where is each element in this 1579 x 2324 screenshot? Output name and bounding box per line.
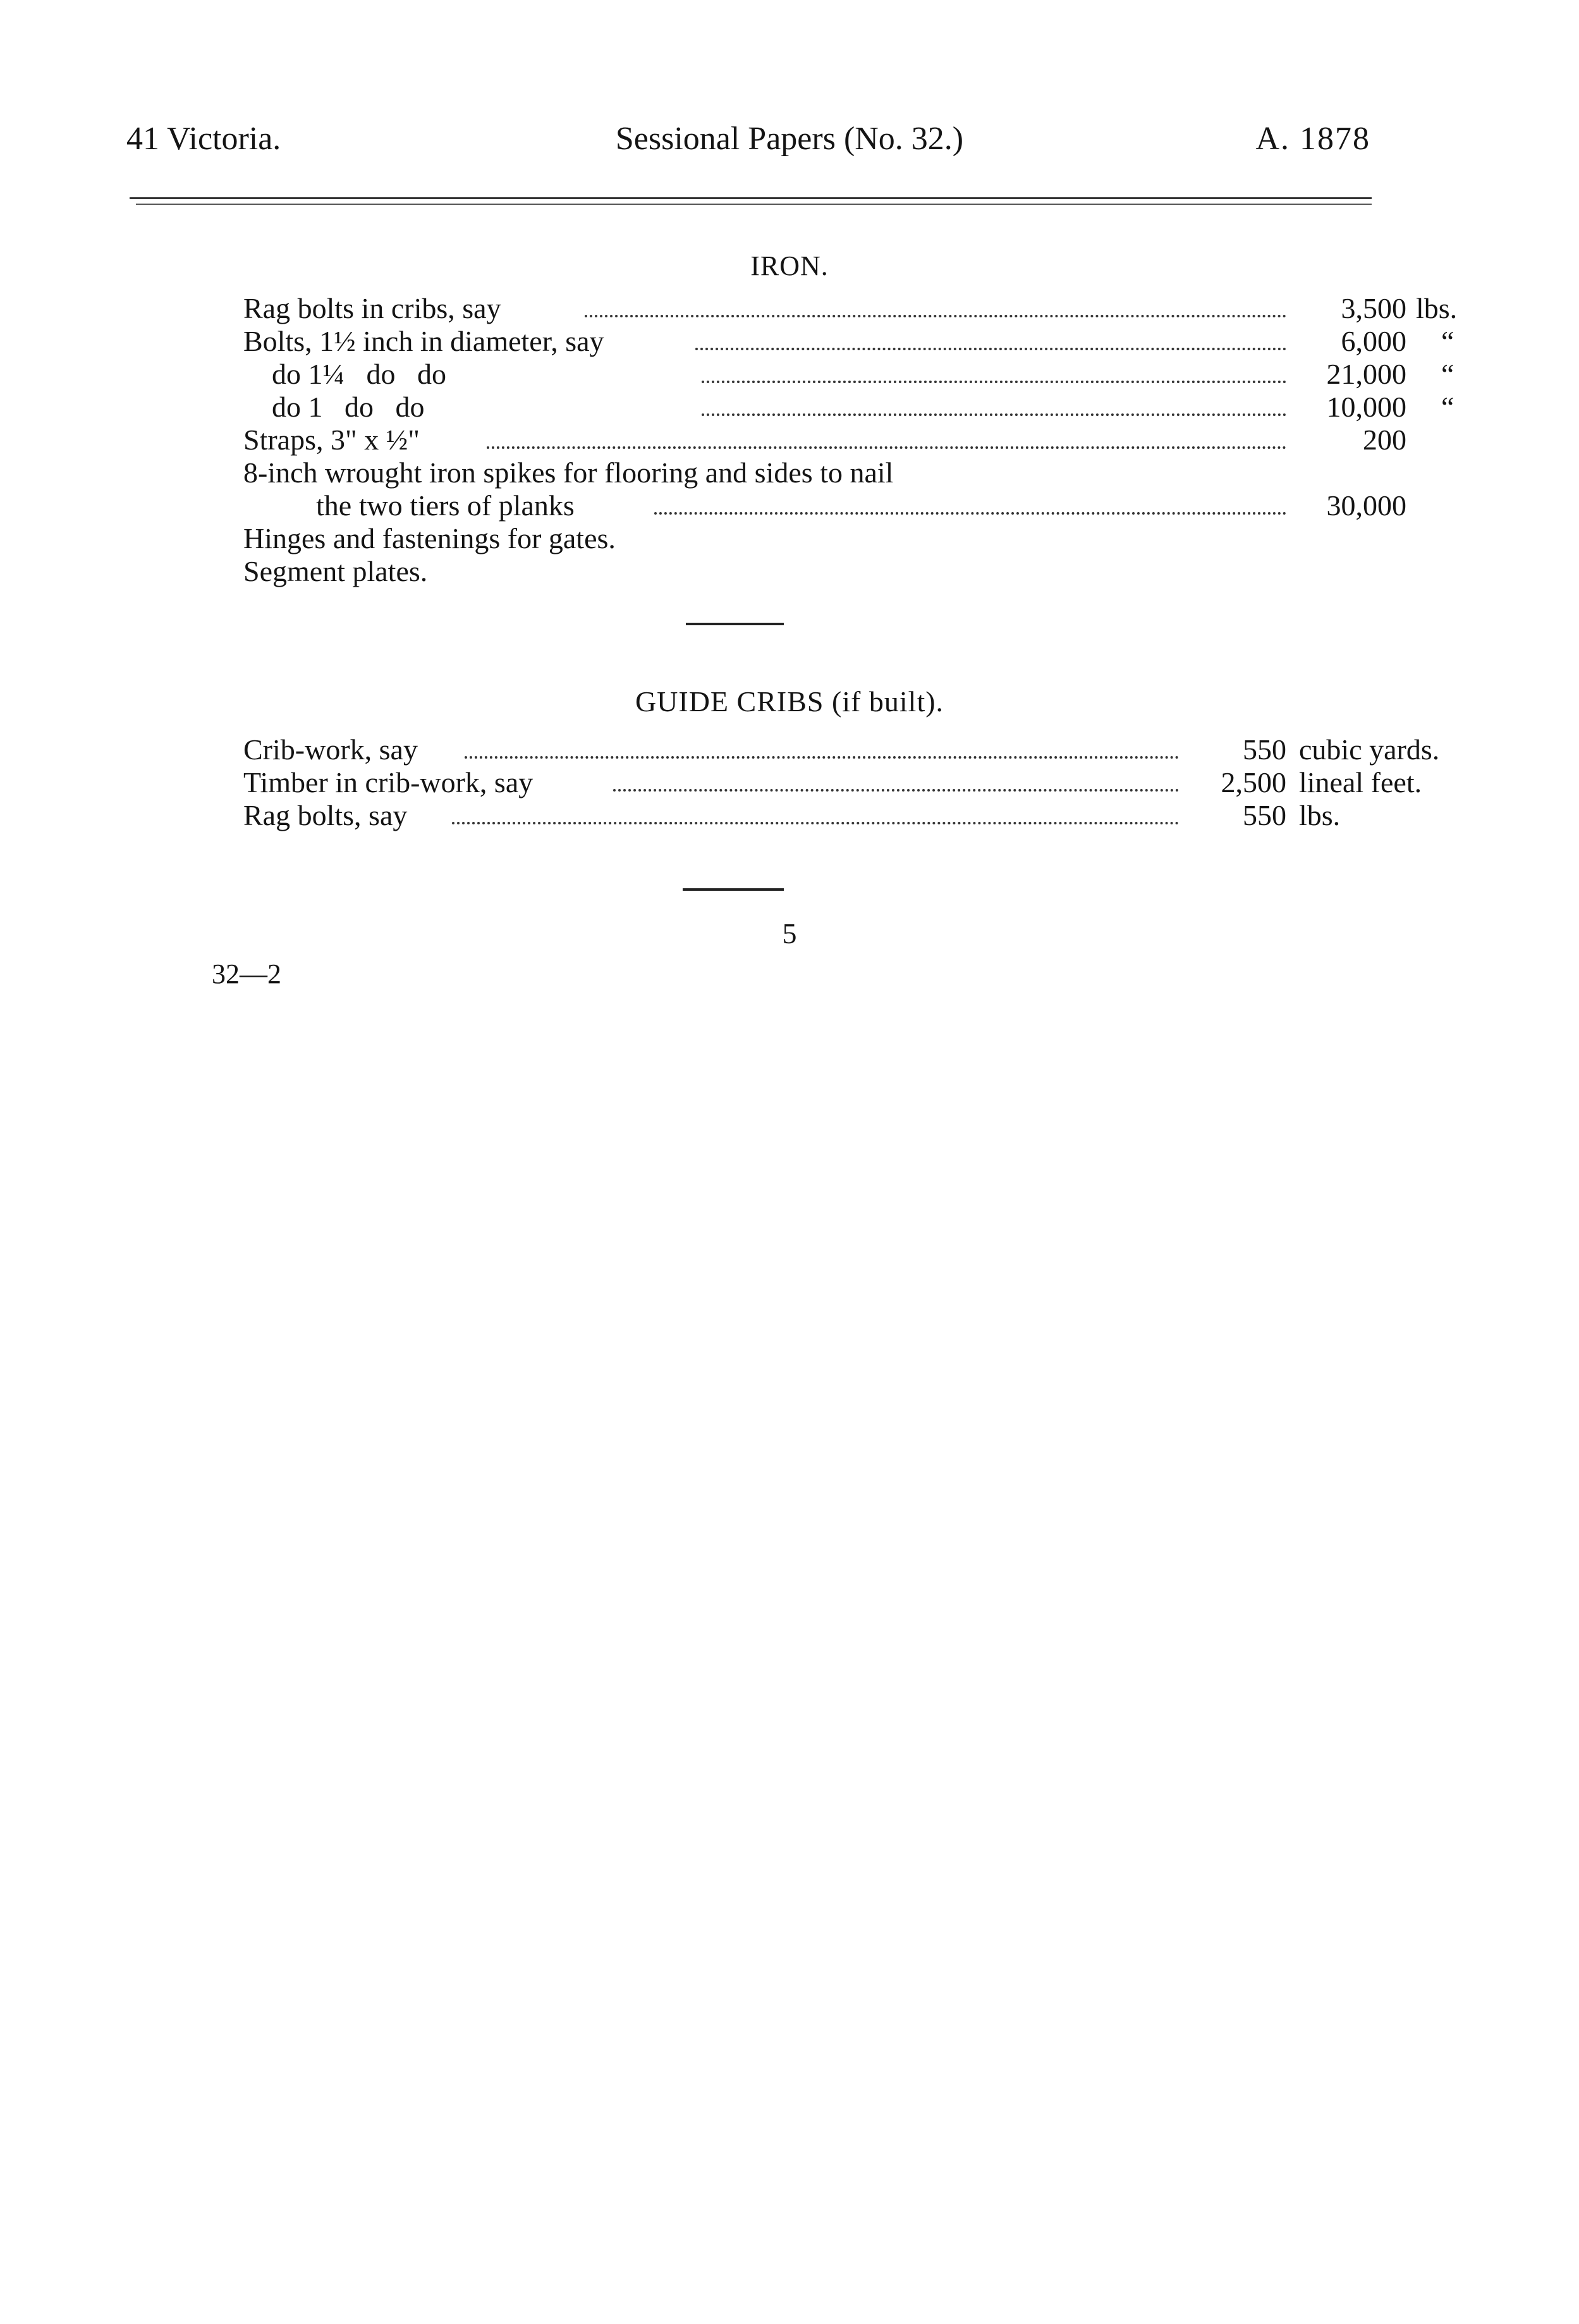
leader-dots: [452, 822, 1179, 824]
item-unit: cubic yards.: [1299, 733, 1440, 766]
item-quantity: 200: [1363, 424, 1406, 456]
item-unit: “: [1441, 391, 1454, 423]
item-quantity: 550: [1243, 733, 1286, 766]
sheet-signature-mark: 32—2: [212, 958, 281, 989]
item-quantity: 10,000: [1326, 391, 1406, 423]
section-divider: [686, 623, 784, 625]
section-title-guide-cribs: GUIDE CRIBS (if built).: [635, 685, 944, 718]
item-unit: “: [1441, 325, 1454, 357]
item-unit: lineal feet.: [1299, 766, 1422, 798]
leader-dots: [702, 381, 1286, 383]
item-description: Timber in crib-work, say: [243, 766, 533, 798]
item-description: Bolts, 1½ inch in diameter, say: [243, 325, 604, 357]
item-unit: lbs.: [1299, 799, 1341, 831]
page-number: 5: [782, 917, 797, 950]
section-title-iron: IRON.: [750, 250, 829, 281]
section-divider: [683, 888, 784, 891]
header-right: A. 1878: [1255, 121, 1370, 157]
item-quantity: 550: [1243, 799, 1286, 831]
header-left: 41 Victoria.: [126, 121, 281, 157]
spikes-description: 8-inch wrought iron spikes for flooring and sides to nail: [243, 456, 894, 489]
item-description: Rag bolts in cribs, say: [243, 292, 501, 324]
item-quantity: 30,000: [1326, 489, 1406, 522]
item-quantity: 6,000: [1341, 325, 1406, 357]
header-title: Sessional Papers (No. 32.): [615, 121, 964, 157]
item-description: do 1¼ do do: [272, 358, 446, 390]
leader-dots: [695, 348, 1286, 350]
leader-dots: [465, 756, 1179, 759]
header-rule: [130, 197, 1372, 199]
item-description: Crib-work, say: [243, 733, 418, 766]
hinges-line: Hinges and fastenings for gates.: [243, 522, 616, 554]
leader-dots: [702, 413, 1286, 416]
leader-dots: [613, 789, 1179, 792]
item-description: Rag bolts, say: [243, 799, 408, 831]
item-quantity: 2,500: [1221, 766, 1286, 798]
item-unit: lbs.: [1416, 292, 1458, 324]
leader-dots: [487, 446, 1286, 449]
leader-dots: [585, 315, 1286, 317]
item-description: do 1 do do: [272, 391, 425, 423]
item-quantity: 3,500: [1341, 292, 1406, 324]
item-description: the two tiers of planks: [316, 489, 575, 522]
item-unit: “: [1441, 358, 1454, 390]
item-quantity: 21,000: [1326, 358, 1406, 390]
header-rule-lower: [136, 204, 1372, 205]
leader-dots: [654, 512, 1286, 515]
item-description: Straps, 3" x ½": [243, 424, 420, 456]
segment-plates-line: Segment plates.: [243, 555, 428, 587]
